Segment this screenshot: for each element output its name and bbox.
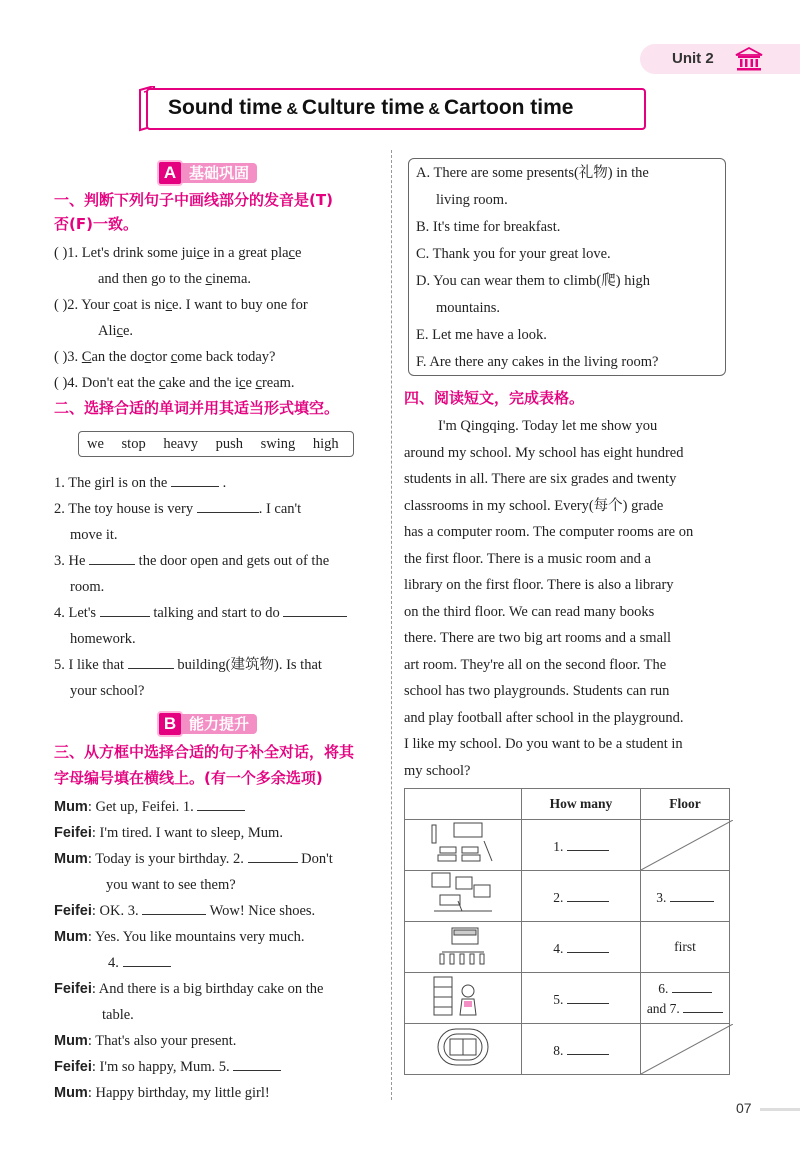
q2-item-4-line1: 4. Let's talking and start to do (54, 600, 347, 626)
passage-line: has a computer room. The computer rooms are on (404, 524, 694, 540)
dialogue-line-5: Mum: Yes. You like mountains very much. (54, 929, 305, 945)
table-cell-how-many: 4. (522, 922, 641, 973)
answer-blank[interactable] (248, 848, 298, 863)
answer-blank[interactable] (567, 1040, 609, 1055)
column-divider (391, 150, 392, 1100)
page-title (146, 88, 646, 130)
answer-blank[interactable] (233, 1056, 281, 1071)
passage-line: the first floor. There is a music room and a (404, 550, 651, 567)
option-d-line1: D. You can wear them to climb(爬) high (416, 273, 650, 289)
q3-title-line2: 字母编号填在横线上。(有一个多余选项) (54, 769, 323, 787)
q4-title: 四、阅读短文，完成表格。 (404, 389, 585, 407)
dialogue-line-5-cont: 4. (108, 950, 171, 976)
table-cell-how-many: 5. (522, 973, 641, 1024)
dialogue-line-6-cont: table. (102, 1007, 134, 1023)
word-bank: we stop heavy push swing high (78, 431, 354, 457)
music-room-icon (405, 922, 522, 973)
table-cell-floor-empty (641, 1024, 730, 1075)
title-cartoon-time: Cartoon time (443, 96, 574, 119)
section-a-label: 基础巩固 (181, 163, 257, 183)
table-cell-how-many: 8. (522, 1024, 641, 1075)
option-c: C. Thank you for your great love. (416, 246, 611, 262)
q1-title-line1: 一、判断下列句子中画线部分的发音是(T) (54, 191, 333, 209)
q2-item-3-line1: 3. He the door open and gets out of the (54, 548, 329, 574)
answer-blank[interactable] (672, 978, 712, 993)
passage-line: classrooms in my school. Every(每个) grade (404, 497, 664, 514)
table-header-floor: Floor (641, 789, 730, 820)
table-cell-how-many: 2. (522, 871, 641, 922)
dialogue-line-3-cont: you want to see them? (106, 877, 236, 893)
option-b: B. It's time for breakfast. (416, 219, 561, 235)
answer-blank[interactable] (683, 998, 723, 1013)
table-row (405, 973, 730, 1024)
answer-blank[interactable] (89, 550, 135, 565)
passage-line: on the third floor. We can read many books (404, 603, 655, 620)
title-sound-time: Sound time (168, 96, 283, 119)
dialogue-line-8: Feifei: I'm so happy, Mum. 5. (54, 1054, 281, 1080)
answer-blank[interactable] (567, 989, 609, 1004)
dialogue-line-1: Mum: Get up, Feifei. 1. (54, 794, 245, 820)
passage-line: around my school. My school has eight hundred (404, 444, 684, 461)
option-a-line2: living room. (436, 192, 508, 208)
q2-item-5-line1: 5. I like that building(建筑物). Is that (54, 652, 322, 678)
computer-room-icon (405, 871, 522, 922)
option-a-line1: A. There are some presents(礼物) in the (416, 165, 649, 181)
section-a-letter: A (157, 160, 183, 186)
q2-item-2-line2: move it. (70, 527, 118, 543)
answer-blank[interactable] (197, 498, 259, 513)
title-amp-1: & (286, 101, 298, 118)
answer-blank[interactable] (567, 836, 609, 851)
passage-line: library on the first floor. There is also a library (404, 577, 674, 593)
answer-blank[interactable] (142, 900, 206, 915)
table-cell-how-many: 1. (522, 820, 641, 871)
passage-line: I'm Qingqing. Today let me show you (438, 418, 658, 434)
dialogue-line-4: Feifei: OK. 3. Wow! Nice shoes. (54, 898, 315, 924)
table-cell-floor: first (641, 922, 730, 973)
answer-blank[interactable] (171, 472, 219, 487)
playground-icon (405, 1024, 522, 1075)
passage-line: students in all. There are six grades and twenty (404, 471, 677, 487)
unit-label: Unit 2 (672, 50, 714, 67)
table-row (405, 871, 730, 922)
title-amp-2: & (428, 101, 440, 118)
answer-blank[interactable] (567, 887, 609, 902)
section-b-letter: B (157, 711, 183, 737)
table-header-blank (405, 789, 522, 820)
q1-item-1-line2: and then go to the cinema. (98, 271, 252, 287)
q1-item-1-line1: ( )1. Let's drink some juice in a great place (54, 245, 302, 261)
table-cell-floor: 3. (641, 871, 730, 922)
q2-title: 二、选择合适的单词并用其适当形式填空。 (54, 399, 340, 417)
passage-line: there. There are two big art rooms and a small (404, 630, 672, 646)
q1-title-line2: 否(F)一致。 (54, 215, 138, 233)
passage-line: art room. They're all on the second floor. The (404, 656, 667, 673)
answer-blank[interactable] (567, 938, 609, 953)
option-d-line2: mountains. (436, 300, 501, 316)
dialogue-line-3: Mum: Today is your birthday. 2. Don't (54, 846, 333, 872)
dialogue-line-9: Mum: Happy birthday, my little girl! (54, 1085, 270, 1101)
answer-table (404, 788, 730, 1075)
passage-line: my school? (404, 762, 471, 779)
passage-line: I like my school. Do you want to be a student in (404, 736, 683, 752)
answer-blank[interactable] (128, 654, 174, 669)
answer-blank[interactable] (100, 602, 150, 617)
table-cell-floor: 6. and 7. (641, 973, 730, 1024)
table-cell-floor-empty (641, 820, 730, 871)
q2-item-3-line2: room. (70, 579, 105, 595)
q1-item-2-line1: ( )2. Your coat is nice. I want to buy one for (54, 297, 308, 313)
q2-item-1: 1. The girl is on the . (54, 470, 226, 496)
option-e: E. Let me have a look. (416, 327, 547, 343)
option-f: F. Are there any cakes in the living room? (416, 354, 659, 370)
classroom-icon (405, 820, 522, 871)
answer-blank[interactable] (123, 952, 171, 967)
table-header-how-many: How many (522, 789, 641, 820)
dialogue-line-6: Feifei: And there is a big birthday cake on the (54, 981, 324, 997)
section-b-label: 能力提升 (181, 714, 257, 734)
dialogue-line-7: Mum: That's also your present. (54, 1033, 237, 1049)
dialogue-line-2: Feifei: I'm tired. I want to sleep, Mum. (54, 825, 283, 841)
library-icon (405, 973, 522, 1024)
footer-bar (760, 1108, 800, 1111)
q3-title-line1: 三、从方框中选择合适的句子补全对话，将其 (54, 743, 355, 761)
answer-blank[interactable] (197, 796, 245, 811)
q1-item-3: ( )3. Can the doctor come back today? (54, 349, 276, 365)
answer-blank[interactable] (283, 602, 347, 617)
table-row (405, 922, 730, 973)
title-culture-time: Culture time (301, 96, 425, 119)
q1-item-4: ( )4. Don't eat the cake and the ice cream. (54, 375, 295, 391)
passage-line: and play football after school in the playground. (404, 709, 684, 726)
q2-item-5-line2: your school? (70, 683, 145, 699)
q1-item-2-line2: Alice. (98, 323, 134, 339)
answer-blank[interactable] (670, 887, 714, 902)
unit-tab (640, 44, 800, 74)
page-number: 07 (736, 1100, 752, 1116)
passage-line: school has two playgrounds. Students can run (404, 683, 670, 699)
q2-item-2-line1: 2. The toy house is very . I can't (54, 496, 301, 522)
table-row (405, 820, 730, 871)
building-icon (734, 46, 764, 72)
q2-item-4-line2: homework. (70, 631, 136, 647)
table-row (405, 1024, 730, 1075)
